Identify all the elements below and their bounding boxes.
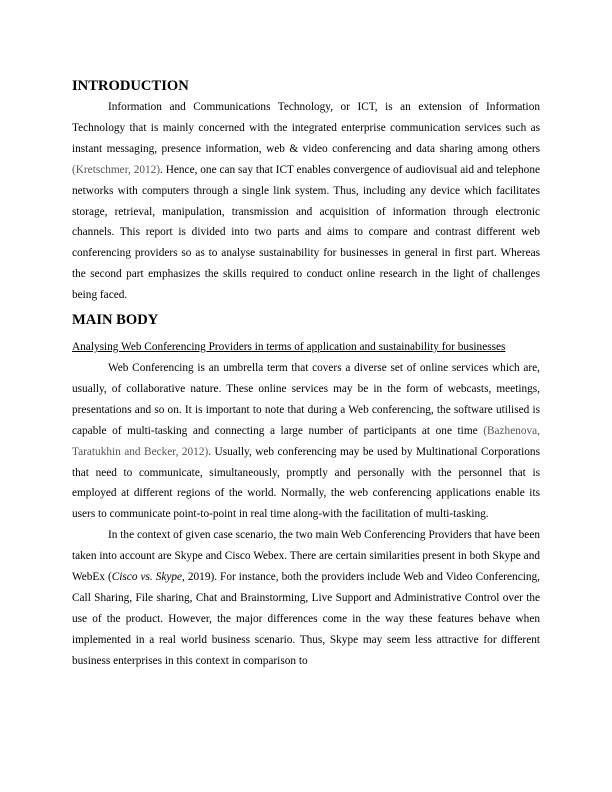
main-paragraph-2 <box>72 525 540 671</box>
main-p1-citation: (Bazhenova, Taratukhin and Becker, 2012) <box>72 424 540 458</box>
introduction-heading: INTRODUCTION <box>72 78 189 94</box>
document-page <box>72 78 540 672</box>
main-p1-text-2: . Usually, web conferencing may be used by Multinational Corporations that need to communicate, simultaneously, promptly and personally with the personnel that is employed at different regions of the world. Normally, the web conferencing applications enable its users to communicate point-to-point in real time along-with the facilitation of multi-tasking. <box>72 445 540 521</box>
section-subheading: Analysing Web Conferencing Providers in terms of application and sustainability for businesses <box>72 341 506 354</box>
intro-text-2: . Hence, one can say that ICT enables convergence of audiovisual aid and telephone networks with computers through a single link system. Thus, including any device which facilitates storage, retrieval, manipulation, transmission and acquisition of information through electronic channels. This report is divided into two parts and aims to compare and contrast different web conferencing providers so as to analyse sustainability for businesses in general in first part. Whereas the second part emphasizes the skills required to conduct online research in the light of challenges being faced. <box>72 163 540 302</box>
main-p2-text-2: . For instance, both the providers include Web and Video Conferencing, Call Sharing, File sharing, Chat and Brainstorming, Live Support and Administrative Control over the use of the product. However, the major differences come in the way these features behave when implemented in a real world business scenario. Thus, Skype may seem less attractive for different business enterprises in this context in comparison to <box>72 571 540 667</box>
introduction-paragraph <box>72 97 540 306</box>
main-p2-citation-italic: Cisco vs. Skype <box>111 571 183 584</box>
main-body-heading: MAIN BODY <box>72 312 159 329</box>
main-paragraph-1 <box>72 358 540 525</box>
main-p2-text-1: In the context of given case scenario, the two main Web Conferencing Providers that have been taken into account are Skype and Cisco Webex. There are certain similarities present in both Skype and WebEx ( <box>72 529 540 584</box>
intro-text-1: Information and Communications Technology, or ICT, is an extension of Information Technology that is mainly concerned with the integrated enterprise communication services such as instant messaging, presence information, web & video conferencing and data sharing among others <box>72 101 540 155</box>
intro-citation: (Kretschmer, 2012) <box>72 163 161 176</box>
main-p2-citation-rest: , 2019) <box>182 571 215 584</box>
main-p1-text-1: Web Conferencing is an umbrella term that covers a diverse set of online services which are, usually, of collaborative nature. These online services may be in the form of webcasts, meetings, presentations and so on. It is important to note that during a Web conferencing, the software utilised is capable of multi-tasking and connecting a large number of participants at one time <box>72 361 540 437</box>
